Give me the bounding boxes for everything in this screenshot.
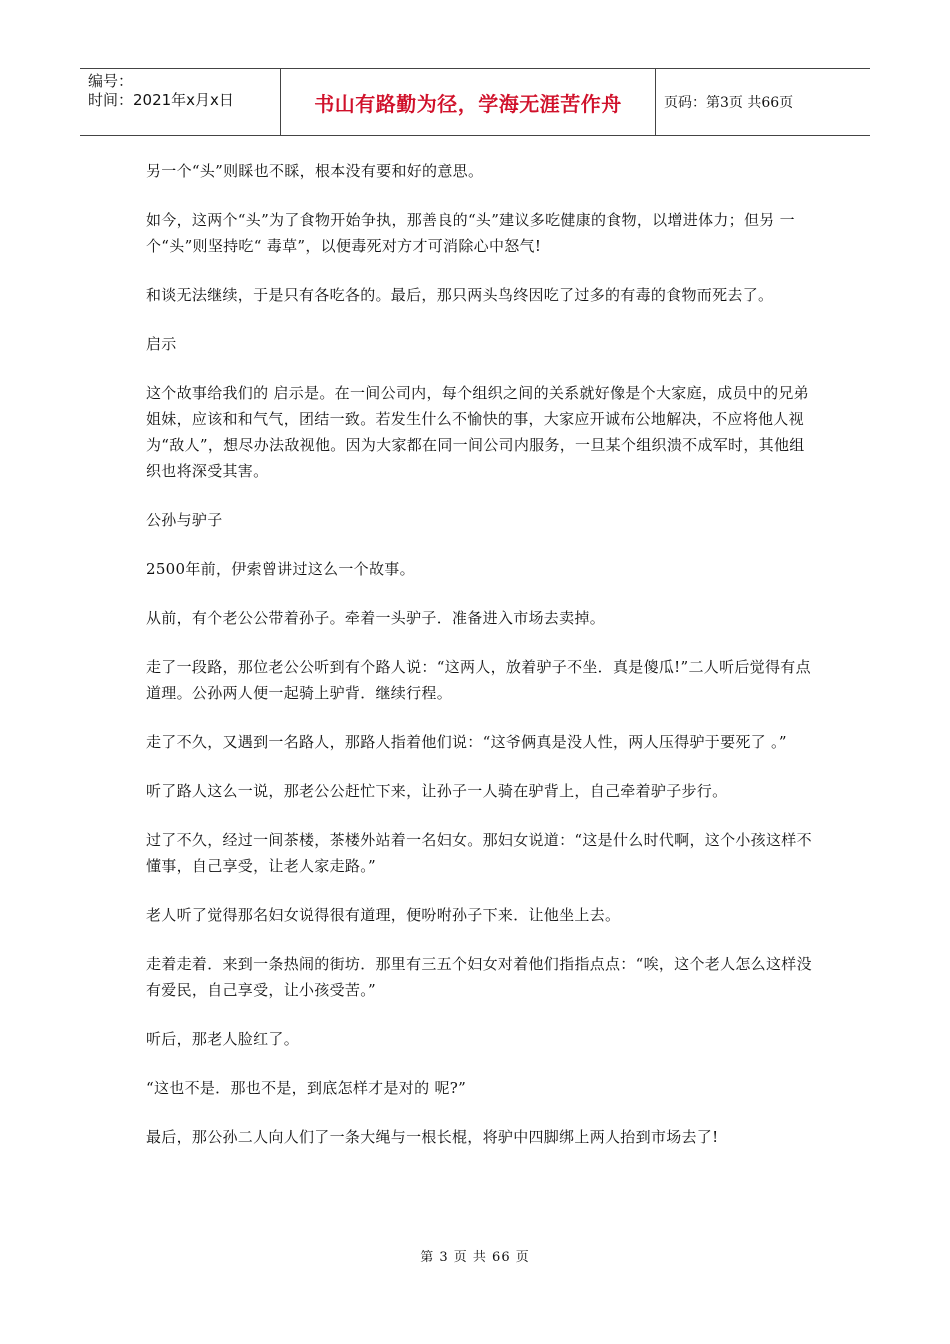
section-heading: 公孙与驴子 bbox=[146, 511, 223, 529]
time-label: 时间：2021年x月x日 bbox=[88, 91, 234, 109]
paragraph: 这个故事给我们的 启示是。在一间公司内，每个组织之间的关系就好像是个大家庭，成员中的兄弟姐妹，应该和和气气，团结一致。若发生什么不愉快的事，大家应开诚布公地解决，不应将他人视为“敌人”，想尽办法敌视他。因为大家都在同一间公司内服务，一旦某个组织溃不成军时，其他组织也将深受其害。 bbox=[146, 384, 809, 480]
header-meta bbox=[80, 69, 281, 135]
paragraph: 老人听了觉得那名妇女说得很有道理，便吩咐孙子下来．让他坐上去。 bbox=[146, 906, 621, 924]
paragraph: 走着走着．来到一条热闹的街坊．那里有三五个妇女对着他们指指点点：“唉，这个老人怎么这样没有爱民，自己享受，让小孩受苦。” bbox=[146, 955, 812, 999]
page-footer: 第 3 页 共 66 页 bbox=[420, 1250, 530, 1265]
paragraph: 走了一段路，那位老公公听到有个路人说：“这两人，放着驴子不坐．真是傻瓜!”二人听后觉得有点道理。公孙两人便一起骑上驴背．继续行程。 bbox=[146, 658, 811, 702]
paragraph: “这也不是．那也不是，到底怎样才是对的 呢?” bbox=[146, 1079, 467, 1097]
paragraph: 2500年前，伊索曾讲过这么一个故事。 bbox=[146, 560, 415, 578]
header-motto: 书山有路勤为径，学海无涯苦作舟 bbox=[281, 69, 656, 135]
number-label: 编号： bbox=[88, 72, 134, 90]
paragraph: 如今，这两个“头”为了食物开始争执，那善良的“头”建议多吃健康的食物，以增进体力；但另 一个“头”则坚持吃“ 毒草”，以便毒死对方才可消除心中怒气! bbox=[146, 211, 795, 255]
section-heading: 启示 bbox=[146, 335, 177, 353]
paragraph: 过了不久，经过一间茶楼，茶楼外站着一名妇女。那妇女说道：“这是什么时代啊，这个小孩这样不懂事，自己享受，让老人家走路。” bbox=[146, 831, 812, 875]
paragraph: 从前，有个老公公带着孙子。牵着一头驴子．准备进入市场去卖掉。 bbox=[146, 609, 606, 627]
paragraph: 走了不久，又遇到一名路人，那路人指着他们说：“这爷俩真是没人性，两人压得驴于要死了 。” bbox=[146, 733, 787, 751]
header-page-info: 页码：第3页 共66页 bbox=[664, 95, 794, 111]
paragraph: 听后，那老人脸红了。 bbox=[146, 1030, 300, 1048]
document-body bbox=[146, 158, 816, 1173]
paragraph: 听了路人这么一说，那老公公赶忙下来，让孙子一人骑在驴背上，自己牵着驴子步行。 bbox=[146, 782, 728, 800]
paragraph: 和谈无法继续，于是只有各吃各的。最后，那只两头鸟终因吃了过多的有毒的食物而死去了。 bbox=[146, 286, 774, 304]
paragraph: 最后，那公孙二人向人们了一条大绳与一根长棍，将驴中四脚绑上两人抬到市场去了! bbox=[146, 1128, 719, 1146]
paragraph: 另一个“头”则睬也不睬，根本没有要和好的意思。 bbox=[146, 162, 484, 180]
page-header bbox=[80, 68, 870, 136]
